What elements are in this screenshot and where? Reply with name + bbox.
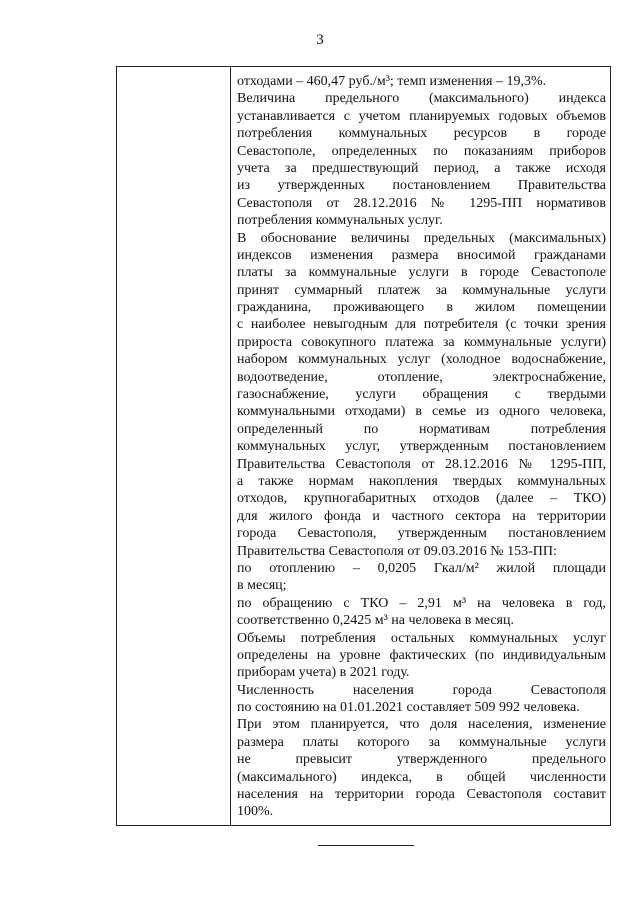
text-line: для жилого фонда и частного сектора на территории	[237, 508, 606, 524]
text-line: Величина предельного (максимального) индекса	[237, 91, 606, 107]
text-line: в месяц;	[237, 578, 287, 594]
text-line: определены на уровне фактических (по индивидуальным	[237, 647, 606, 663]
text-line: водоотведение, отопление, электроснабжение,	[237, 369, 606, 385]
footer-divider	[318, 845, 414, 846]
text-line: определенный по нормативам потребления	[237, 421, 606, 437]
text-line: принят суммарный платеж за коммунальные услуги	[237, 282, 606, 298]
text-line: прироста совокупного платежа за коммунальные услуги)	[237, 334, 606, 350]
text-line: учета за предшествующий период, а также исходя	[237, 160, 606, 176]
empty-left-column	[117, 67, 231, 825]
text-line: соответственно 0,2425 м³ на человека в месяц.	[237, 613, 514, 629]
text-line: из утвержденных постановлением Правительства	[237, 178, 606, 194]
text-line: При этом планируется, что доля населения, изменение	[237, 717, 606, 733]
document-table	[116, 66, 611, 826]
text-line: по обращению с ТКО – 2,91 м³ на человека в год,	[237, 595, 606, 611]
text-line: (максимального) индекса, в общей численности	[237, 769, 606, 785]
text-line: коммунальных услуг, утвержденным постановлением	[237, 439, 606, 455]
text-line: с наиболее невыгодным для потребителя (с точки зрения	[237, 317, 606, 333]
text-line: набором коммунальных услуг (холодное водоснабжение,	[237, 352, 606, 368]
text-line: Севастополя от 28.12.2016 № 1295-ПП нормативов	[237, 195, 606, 211]
text-line: Правительства Севастополя от 09.03.2016 № 153-ПП:	[237, 543, 557, 559]
text-line: Численность населения города Севастополя	[237, 682, 606, 698]
text-line: платы за коммунальные услуги в городе Севастополе	[237, 265, 606, 281]
text-line: потребления коммунальных ресурсов в городе	[237, 126, 606, 142]
text-line: по состоянию на 01.01.2021 составляет 509 992 человека.	[237, 700, 580, 716]
text-column	[237, 73, 606, 821]
text-line: газоснабжение, услуги обращения с твердыми	[237, 387, 606, 403]
text-line: а также нормам накопления твердых коммунальных	[237, 473, 606, 489]
text-line: Правительства Севастополя от 28.12.2016 № 1295-ПП,	[237, 456, 606, 472]
text-line: В обоснование величины предельных (максимальных)	[237, 230, 606, 246]
text-line: Объемы потребления остальных коммунальных услуг	[237, 630, 606, 646]
text-line: приборам учета) в 2021 году.	[237, 665, 410, 681]
page-number: 3	[316, 32, 324, 48]
text-line: потребления коммунальных услуг.	[237, 213, 443, 229]
text-line: Севастополе, определенных по показаниям приборов	[237, 143, 606, 159]
text-line: устанавливается с учетом планируемых годовых объемов	[237, 108, 606, 124]
text-line: по отоплению – 0,0205 Гкал/м² жилой площади	[237, 560, 606, 576]
text-line: населения на территории города Севастополя составит	[237, 787, 606, 803]
text-line: города Севастополя, утвержденным постановлением	[237, 526, 606, 542]
text-line: отходами – 460,47 руб./м³; темп изменения – 19,3%.	[237, 74, 547, 89]
text-line: гражданина, проживающего в жилом помещении	[237, 300, 606, 316]
text-line: отходов, крупногабаритных отходов (далее – ТКО)	[237, 491, 606, 507]
text-line: размера платы которого за коммунальные услуги	[237, 734, 606, 750]
text-line: не превысит утвержденного предельного	[237, 752, 606, 768]
text-line: индексов изменения размера вносимой гражданами	[237, 247, 606, 263]
text-line: коммунальными отходами) в семье из одного человека,	[237, 404, 606, 420]
text-line: 100%.	[237, 804, 274, 820]
